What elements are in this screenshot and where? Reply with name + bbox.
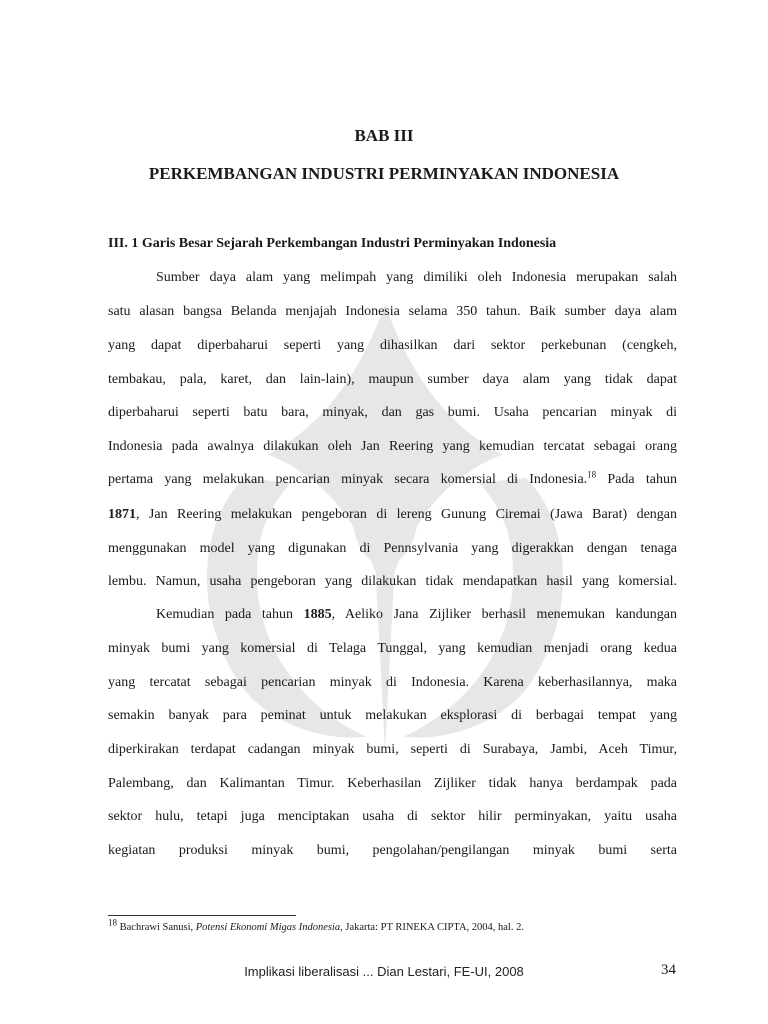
paragraph-1-line-8: [108, 505, 677, 525]
paragraph-2-line-1-pre: Kemudian pada tahun: [156, 607, 304, 622]
footnote-reference: 18: [587, 469, 597, 480]
section-heading: III. 1 Garis Besar Sejarah Perkembangan Industri Perminyakan Indonesia: [108, 236, 557, 251]
page-number: 34: [661, 962, 676, 978]
paragraph-2-line-2: minyak bumi yang komersial di Telaga Tunggal, yang kemudian menjadi orang kedua: [108, 641, 677, 656]
paragraph-1-line-4: tembakau, pala, karet, dan lain-lain), maupun sumber daya alam yang tidak dapat: [108, 372, 677, 387]
footnote-work-title: Potensi Ekonomi Migas Indonesia: [195, 922, 341, 933]
footnote-author: Bachrawi Sanusi,: [117, 922, 196, 933]
paragraph-1-line-1: Sumber daya alam yang melimpah yang dimiliki oleh Indonesia merupakan salah: [156, 270, 677, 285]
paragraph-1-line-8-text: , Jan Reering melakukan pengeboran di lereng Gunung Ciremai (Jawa Barat) dengan: [136, 507, 677, 522]
paragraph-1-line-9: menggunakan model yang digunakan di Pennsylvania yang digerakkan dengan tenaga: [108, 541, 677, 556]
footnote: [108, 917, 524, 933]
paragraph-1-line-6: Indonesia pada awalnya dilakukan oleh Jan Reering yang kemudian tercatat sebagai orang: [108, 439, 677, 454]
paragraph-1-line-7-text: pertama yang melakukan pencarian minyak secara komersial di Indonesia.: [108, 472, 588, 487]
paragraph-2-line-1-post: , Aeliko Jana Zijliker berhasil menemukan kandungan: [331, 607, 677, 622]
paragraph-2-line-4: semakin banyak para peminat untuk melakukan eksplorasi di berbagai tempat yang: [108, 708, 677, 723]
paragraph-2-line-6: Palembang, dan Kalimantan Timur. Keberhasilan Zijliker tidak hanya berdampak pada: [108, 776, 677, 791]
paragraph-1-line-2: satu alasan bangsa Belanda menjajah Indonesia selama 350 tahun. Baik sumber daya alam: [108, 304, 677, 319]
paragraph-2-line-3: yang tercatat sebagai pencarian minyak di Indonesia. Karena keberhasilannya, maka: [108, 675, 677, 690]
footnote-number: 18: [108, 917, 117, 928]
paragraph-1-line-7: [108, 470, 677, 490]
paragraph-1-line-7-tail: Pada tahun: [596, 472, 678, 487]
footnote-publisher: , Jakarta: PT RINEKA CIPTA, 2004, hal. 2.: [340, 922, 524, 933]
page-footer: Implikasi liberalisasi ... Dian Lestari, FE-UI, 2008: [244, 964, 524, 979]
year-1885: 1885: [303, 607, 332, 622]
footnote-divider: [108, 915, 296, 916]
paragraph-2-line-8: kegiatan produksi minyak bumi, pengolahan/pengilangan minyak bumi serta: [108, 843, 677, 858]
chapter-title: PERKEMBANGAN INDUSTRI PERMINYAKAN INDONESIA: [148, 164, 620, 183]
paragraph-2-line-1: [156, 605, 677, 625]
paragraph-1-line-5: diperbaharui seperti batu bara, minyak, dan gas bumi. Usaha pencarian minyak di: [108, 405, 677, 420]
year-1871: 1871: [108, 507, 136, 522]
chapter-number: BAB III: [354, 126, 414, 145]
paragraph-2-line-7: sektor hulu, tetapi juga menciptakan usaha di sektor hilir perminyakan, yaitu usaha: [108, 809, 677, 824]
paragraph-1-line-10: lembu. Namun, usaha pengeboran yang dilakukan tidak mendapatkan hasil yang komersial.: [108, 574, 677, 589]
paragraph-2-line-5: diperkirakan terdapat cadangan minyak bumi, seperti di Surabaya, Jambi, Aceh Timur,: [108, 742, 677, 757]
paragraph-1-line-3: yang dapat diperbaharui seperti yang dihasilkan dari sektor perkebunan (cengkeh,: [108, 338, 677, 353]
